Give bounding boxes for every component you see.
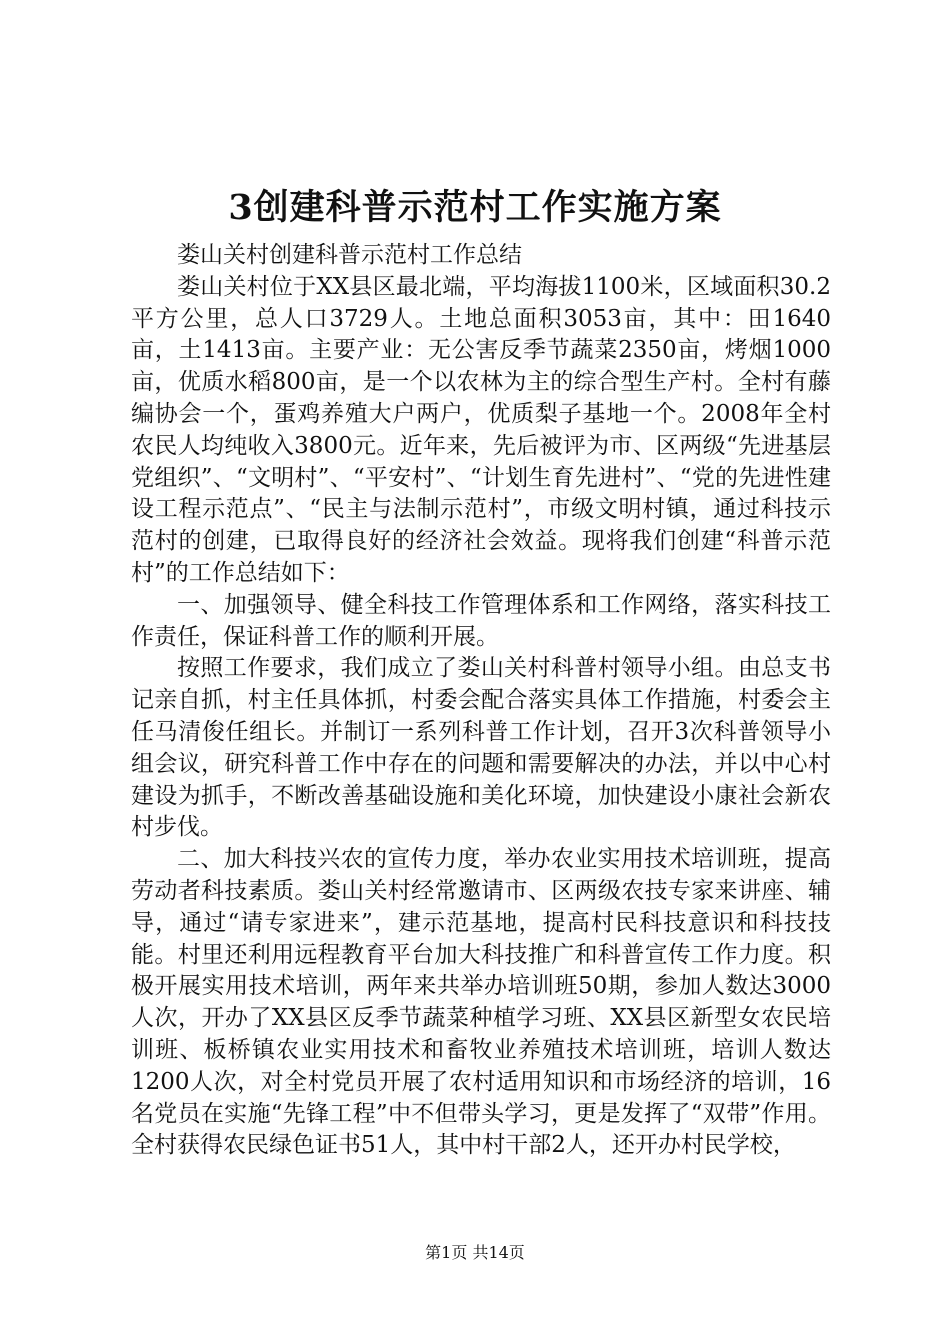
document-body <box>131 240 831 1162</box>
document-title: 3创建科普示范村工作实施方案 <box>228 187 722 228</box>
page-number-footer: 第1页 共14页 <box>425 1243 525 1262</box>
paragraph-section-one-body: 按照工作要求，我们成立了娄山关村科普村领导小组。由总支书记亲自抓，村主任具体抓，村委会配合落实具体工作措施，村委会主任马清俊任组长。并制订一系列科普工作计划，召开3次科普领导小组会议，研究科普工作中存在的问题和需要解决的办法，并以中心村建设为抓手，不断改善基础设施和美化环境，加快建设小康社会新农村步伐。 <box>131 655 831 841</box>
paragraph-intro: 娄山关村位于XX县区最北端，平均海拔1100米，区域面积30.2平方公里，总人口3729人。土地总面积3053亩，其中：田1640亩，土1413亩。主要产业：无公害反季节蔬菜2350亩，烤烟1000亩，优质水稻800亩，是一个以农林为主的综合型生产村。全村有藤编协会一个，蛋鸡养殖大户两户，优质梨子基地一个。2008年全村农民人均纯收入3800元。近年来，先后被评为市、区两级“先进基层党组织”、“文明村”、“平安村”、“计划生育先进村”、“党的先进性建设工程示范点”、“民主与法制示范村”，市级文明村镇，通过科技示范村的创建，已取得良好的经济社会效益。现将我们创建“科普示范村”的工作总结如下： <box>131 273 831 586</box>
paragraph-subtitle: 娄山关村创建科普示范村工作总结 <box>177 242 522 268</box>
paragraph-section-one-heading: 一、加强领导、健全科技工作管理体系和工作网络，落实科技工作责任，保证科普工作的顺利开展。 <box>131 591 831 650</box>
paragraph-section-two: 二、加大科技兴农的宣传力度，举办农业实用技术培训班，提高劳动者科技素质。娄山关村经常邀请市、区两级农技专家来讲座、辅导，通过“请专家进来”，建示范基地，提高村民科技意识和科技技能。村里还利用远程教育平台加大科技推广和科普宣传工作力度。积极开展实用技术培训，两年来共举办培训班50期，参加人数达3000人次，开办了XX县区反季节蔬菜种植学习班、XX县区新型女农民培训班、板桥镇农业实用技术和畜牧业养殖技术培训班，培训人数达1200人次，对全村党员开展了农村适用知识和市场经济的培训，16名党员在实施“先锋工程”中不但带头学习，更是发挥了“双带”作用。全村获得农民绿色证书51人，其中村干部2人，还开办村民学校， <box>131 846 831 1159</box>
